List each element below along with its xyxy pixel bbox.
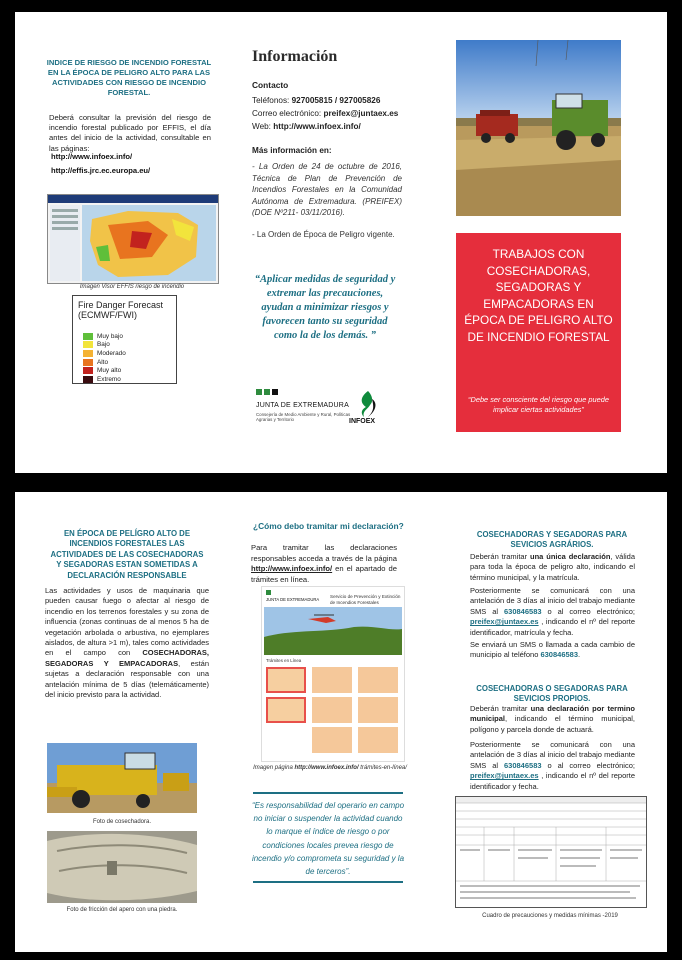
legend-item: [83, 327, 123, 340]
agrarian-p2: [470, 586, 635, 638]
own-use-p2-c: , indicando el nº del reporte identificador y fecha.: [470, 771, 635, 791]
more-info-heading: Más información en:: [252, 146, 332, 155]
caption-harvester: Foto de cosechadora.: [92, 819, 152, 825]
map-caption: Imagen Visor EFFIS riesgo de incendio: [79, 284, 185, 290]
legend-label: Moderado: [97, 350, 126, 358]
brochure-page-outside: [15, 12, 667, 473]
web-label: Web:: [252, 122, 274, 131]
legend-label: Muy bajo: [97, 332, 123, 340]
phones-line: [252, 96, 380, 105]
legend-swatch: [83, 376, 93, 383]
screenshot-section: Trámites en Línea: [266, 658, 302, 663]
cover-title: TRABAJOS CON COSECHADORAS, SEGADORAS Y EMPACADORAS EN ÉPOCA DE PELIGRO ALTO DE INCENDIO FORESTAL: [464, 247, 613, 344]
agrarian-phone[interactable]: 630846583: [540, 650, 579, 660]
agrarian-p1-b: , válida para toda la época de peligro alto, indicando el término municipal, y la matrícula.: [470, 552, 636, 582]
fire-danger-legend: [72, 295, 177, 384]
declaration-body-a: Las actividades y usos de maquinaria que pueden causar fuego o afectar al riesgo de incendio en los terrenos forestales y su zona de influencia (zonas continuas de al menos 5 ha de vegetación arbolada o arbustiva, no ejemplares aislados, de altura >1 m), tales como actividades en el campo con: [45, 586, 209, 658]
legend-label: Bajo: [97, 341, 110, 349]
screenshot-caption-link[interactable]: http://www.infoex.info/: [294, 765, 359, 771]
agrarian-p2-b: o al correo electrónico;: [541, 606, 635, 616]
legend-item: [83, 336, 110, 349]
web-value[interactable]: http://www.infoex.info/: [273, 122, 361, 131]
safety-quote: “Aplicar medidas de seguridad y extremar las precauciones, ayudan a minimizar riesgos y favorecen tanto su seguridad como la de los demás. ”: [254, 274, 396, 341]
legend-subtitle: (ECMWF/FWI): [78, 310, 137, 320]
cover-quote: “Debe ser consciente del riesgo que puede implicar ciertas actividades”: [468, 395, 609, 414]
legend-item: [83, 353, 109, 366]
agrarian-p1: [470, 552, 635, 583]
table-caption: Cuadro de precauciones y medidas mínimas -2019: [482, 913, 618, 919]
email-label: Correo electrónico:: [252, 109, 324, 118]
own-use-p2-b: o al correo electrónico;: [541, 760, 635, 770]
own-use-sms[interactable]: 630846583: [504, 760, 542, 770]
declaration-body-b: , están sujetas a declaración responsable con una antelación mínima de 5 días (telemáticamente) del inicio previsto para la actividad.: [45, 658, 209, 700]
link-effis[interactable]: http://effis.jrc.ec.europa.eu/: [51, 166, 151, 175]
declaration-heading: EN ÉPOCA DE PELÍGRO ALTO DE INCENDIOS FORESTALES LAS ACTIVIDADES DE LAS COSECHADORAS Y SEGADORAS ESTAN SOMETIDAS A DECLARACIÓN RESPONSABLE: [50, 529, 204, 580]
junta-dept: Consejería de Medio Ambiente y Rural, Políticas Agrarias y Territorio: [256, 412, 351, 423]
agrarian-p3-a: Se enviará un SMS o llamada a cada cambio de municipio al teléfono: [470, 640, 635, 660]
own-use-p1-b: , indicando el término municipal, polígono y parcela donde de actuará.: [470, 714, 635, 734]
own-use-p2-a: Posteriormente se comunicará con una antelación de 3 días al inicio del trabajo mediante SMS al: [470, 740, 635, 770]
effis-heading: INDICE DE RIESGO DE INCENDIO FORESTAL EN LA ÉPOCA DE PELIGRO ALTO PARA LAS ACTIVIDADES CON RIESGO DE INCENDIO FORESTAL.: [46, 58, 212, 97]
own-use-p1-bold: una declaración por termino municipal: [470, 704, 635, 724]
effis-map-image: [47, 194, 219, 284]
agrarian-p3: [470, 640, 635, 661]
own-use-email[interactable]: preifex@juntaex.es: [470, 771, 539, 781]
phones-label: Teléfonos:: [252, 96, 292, 105]
screenshot-caption-a: Imagen página: [253, 765, 295, 771]
link-infoex[interactable]: http://www.infoex.info/: [51, 152, 133, 161]
agrarian-p3-b: .: [578, 650, 581, 660]
agrarian-p1-bold: una única declaración: [530, 552, 611, 561]
legend-label: Alto: [97, 358, 109, 366]
agrarian-p2-a: Posteriormente se comunicará con una antelación de 3 días al inicio del trabajo mediante SMS al: [470, 586, 635, 616]
legend-item: [83, 358, 122, 375]
how-to-body: [251, 543, 397, 585]
legend-item: [83, 370, 121, 383]
precautions-table-image: [455, 796, 647, 908]
email-value[interactable]: preifex@juntaex.es: [323, 109, 399, 118]
how-to-link[interactable]: http://www.infoex.info/: [251, 564, 333, 574]
screenshot-junta: JUNTA DE EXTREMADURA: [266, 597, 320, 602]
infoex-website-screenshot: [261, 586, 405, 762]
screenshot-service: Servicio de Prevención y Extinción de Incendios Forestales: [330, 594, 401, 605]
web-line: [252, 122, 361, 131]
order-epoca: - La Orden de Época de Peligro vigente.: [252, 230, 395, 239]
screenshot-banner: [264, 607, 402, 655]
infoex-wordmark: INFOEX: [349, 418, 376, 425]
junta-name: JUNTA DE EXTREMADURA: [256, 402, 349, 409]
how-to-heading: ¿Cómo debo tramitar mi declaración?: [253, 521, 404, 531]
phones-value: 927005815 / 927005826: [291, 96, 381, 105]
email-line: [252, 109, 398, 118]
agrarian-p1-a: Deberán tramitar: [470, 552, 530, 561]
declaration-body-machines: COSECHADORAS, SEGADORAS Y EMPACADORAS: [45, 648, 209, 668]
own-use-p1-a: Deberán tramitar: [470, 704, 531, 713]
harvester-field-photo: [456, 40, 621, 216]
caption-friction: Foto de fricción del apero con una piedra.: [66, 907, 178, 913]
brochure-page-inside: [15, 492, 667, 952]
agrarian-sms[interactable]: 630846583: [504, 606, 542, 616]
quote-divider-bottom: [253, 881, 403, 883]
agrarian-p2-c: , indicando el nº del reporte identificador, matrícula y fecha.: [470, 617, 635, 637]
legend-title: Fire Danger Forecast: [78, 300, 164, 310]
quote-divider-top: [253, 792, 403, 794]
legend-item: [83, 344, 126, 358]
responsibility-quote: “Es responsabilidad del operario en campo no iniciar o suspender la actividad cuando lo marque el índice de riesgo o por condiciones locales prevea riesgo de incendio y/o comprometa su seguridad y la de terceros”.: [251, 801, 405, 877]
cover-title-panel: [456, 233, 621, 432]
screenshot-caption: [245, 764, 415, 772]
own-use-heading: COSECHADORAS O SEGADORAS PARA SEVICIOS PROPIOS.: [476, 684, 628, 704]
how-to-body-b: en el apartado de trámites en línea.: [251, 564, 397, 584]
own-use-p1: [470, 704, 635, 735]
info-title: Información: [252, 48, 338, 65]
own-use-p2: [470, 740, 635, 792]
agrarian-email[interactable]: preifex@juntaex.es: [470, 617, 539, 627]
how-to-body-a: Para tramitar las declaraciones responsables acceda a través de la página: [251, 543, 397, 563]
legend-label: Muy alto: [97, 367, 122, 375]
order-preifex: - La Orden de 24 de octubre de 2016, Técnica de Plan de Prevención de Incendios Forestales en la Comunidad Autónoma de Extremadura. (PREIFEX) (DOE Nº211- 03/11/2016).: [252, 162, 402, 217]
effis-intro: Deberá consultar la previsión del riesgo de incendio forestal publicado por EFFIS, el día antes del inicio de la actividad, consultable en las páginas:: [49, 113, 211, 153]
contact-heading: Contacto: [252, 80, 289, 90]
declaration-body: [45, 586, 209, 700]
legend-label: Extremo: [97, 375, 121, 383]
screenshot-caption-b: trámites-en-línea/: [358, 765, 407, 771]
agrarian-heading: COSECHADORAS Y SEGADORAS PARA SEVICIOS AGRÁRIOS.: [476, 530, 628, 550]
harvester-photo: [47, 743, 197, 813]
friction-photo: [47, 831, 197, 903]
